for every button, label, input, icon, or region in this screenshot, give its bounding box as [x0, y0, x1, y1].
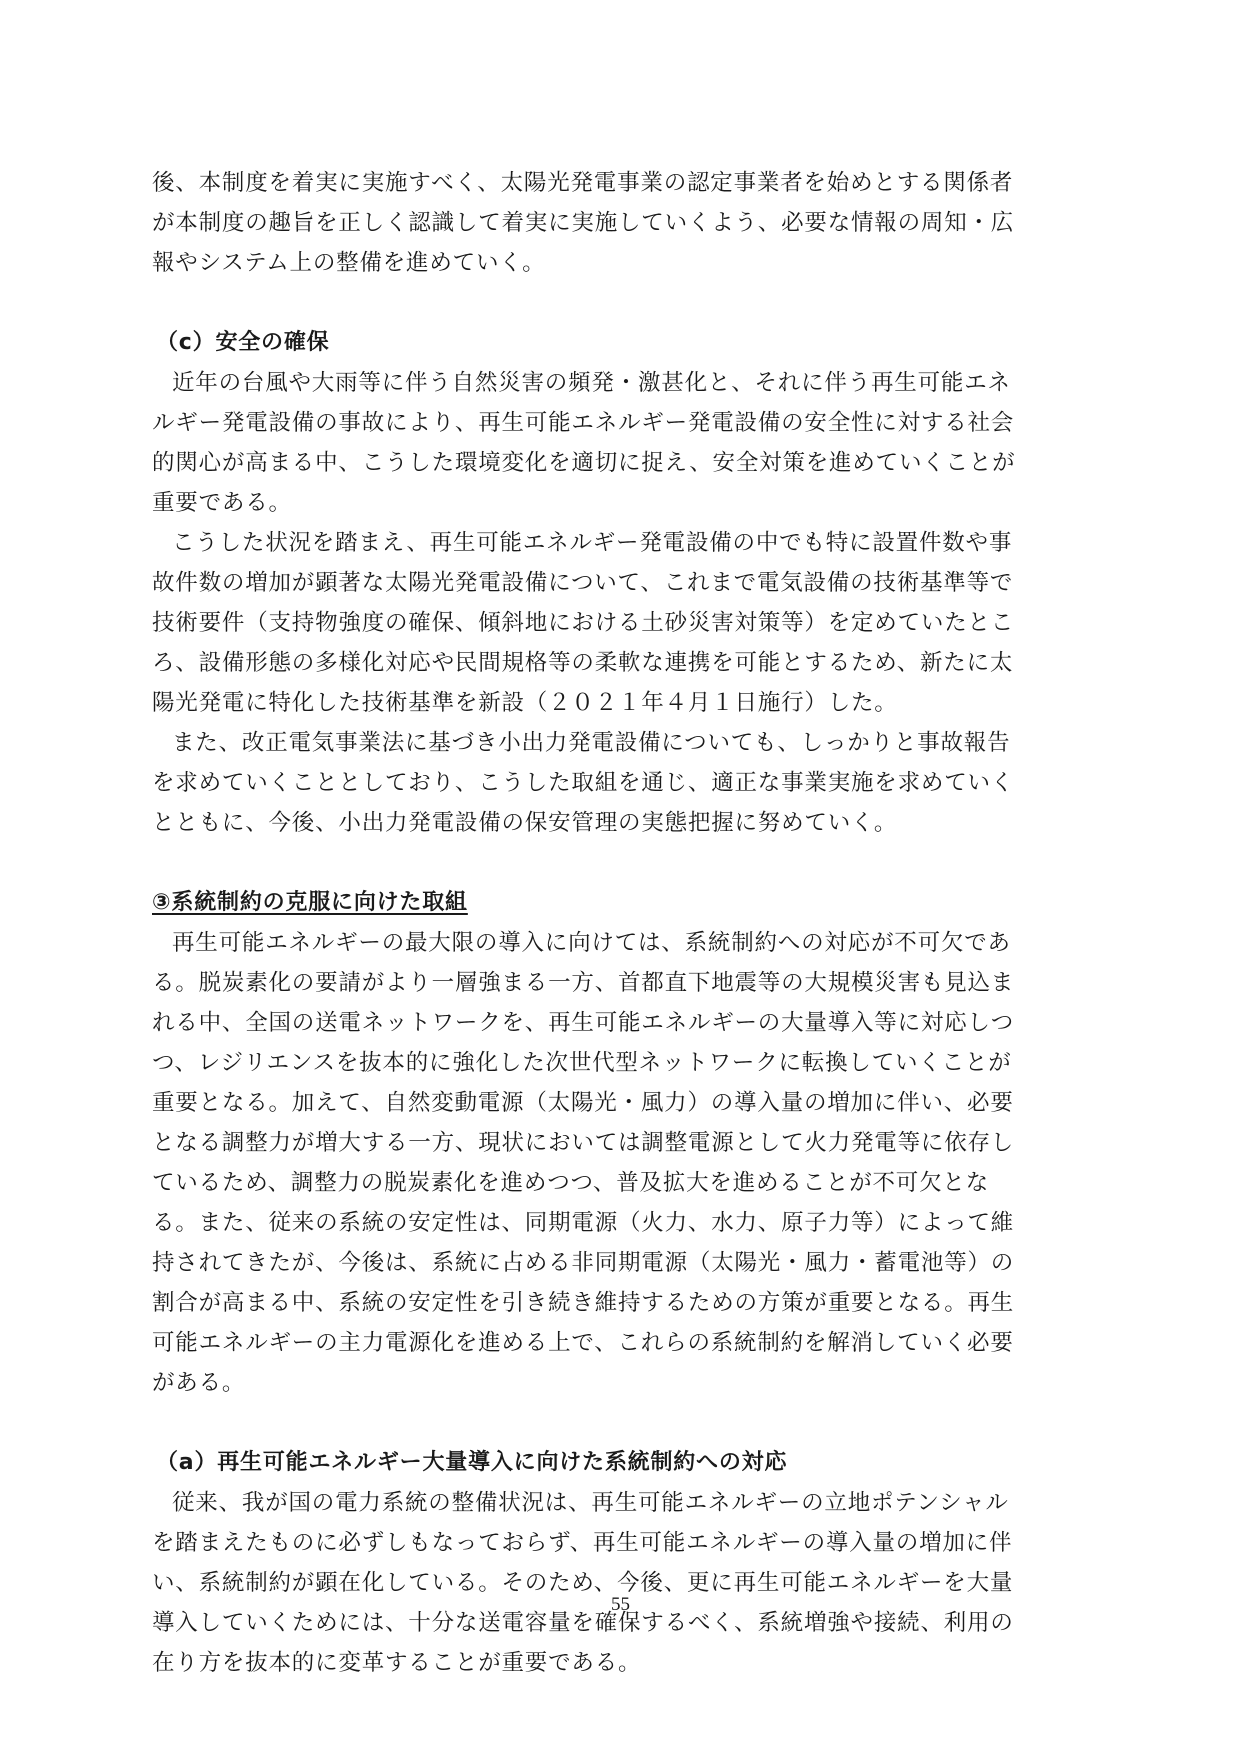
section-heading-text: ③系統制約の克服に向けた取組 — [152, 890, 468, 915]
section-heading-safety: （c）安全の確保 — [156, 330, 330, 355]
text-line: 後、本制度を着実に実施すべく、太陽光発電事業の認定事業者を始めとする関係者 — [152, 170, 1014, 196]
text-line: また、改正電気事業法に基づき小出力発電設備についても、しっかりと事故報告 — [172, 730, 1011, 756]
text-line: ているため、調整力の脱炭素化を進めつつ、普及拡大を進めることが不可欠とな — [152, 1170, 990, 1196]
text-line: を求めていくこととしており、こうした取組を通じ、適正な事業実施を求めていく — [152, 770, 1015, 796]
text-line: 可能エネルギーの主力電源化を進める上で、これらの系統制約を解消していく必要 — [152, 1330, 1014, 1356]
text-line: 故件数の増加が顕著な太陽光発電設備について、これまで電気設備の技術基準等で — [152, 570, 1014, 596]
text-line: 近年の台風や大雨等に伴う自然災害の頻発・激甚化と、それに伴う再生可能エネ — [172, 370, 1011, 396]
text-line: 陽光発電に特化した技術基準を新設（２０２１年４月１日施行）した。 — [152, 690, 898, 716]
section-a — [152, 1443, 1092, 1683]
text-line: 在り方を抜本的に変革することが重要である。 — [152, 1650, 642, 1676]
page-number: 55 — [611, 1594, 630, 1615]
text-line: る。脱炭素化の要請がより一層強まる一方、首都直下地震等の大規模災害も見込ま — [152, 970, 1015, 996]
text-line: がある。 — [152, 1370, 246, 1396]
text-line: れる中、全国の送電ネットワークを、再生可能エネルギーの大量導入等に対応しつ — [152, 1010, 1015, 1036]
section-heading-grid-constraints — [152, 883, 1092, 923]
section-c-paragraph-1 — [152, 363, 1092, 523]
text-line: 従来、我が国の電力系統の整備状況は、再生可能エネルギーの立地ポテンシャル — [172, 1490, 1009, 1516]
text-line: 報やシステム上の整備を進めていく。 — [152, 250, 546, 276]
text-line: を踏まえたものに必ずしもなっておらず、再生可能エネルギーの導入量の増加に伴 — [152, 1530, 1013, 1556]
text-line: 技術要件（支持物強度の確保、傾斜地における土砂災害対策等）を定めていたとこ — [152, 610, 1015, 636]
text-line: となる調整力が増大する一方、現状においては調整電源として火力発電等に依存し — [152, 1130, 1015, 1156]
section-a-paragraph-1 — [152, 1483, 1092, 1683]
paragraph-spacer — [152, 283, 1092, 323]
text-line: つ、レジリエンスを抜本的に強化した次世代型ネットワークに転換していくことが — [152, 1050, 1012, 1076]
section-c — [152, 323, 1092, 843]
text-line: とともに、今後、小出力発電設備の保安管理の実態把握に努めていく。 — [152, 810, 898, 836]
paragraph-spacer — [152, 1403, 1092, 1443]
text-line: 導入していくためには、十分な送電容量を確保するべく、系統増強や接続、利用の — [152, 1610, 1014, 1636]
text-line: 重要である。 — [152, 490, 292, 516]
page-body — [152, 163, 1092, 1683]
text-line: ろ、設備形態の多様化対応や民間規格等の柔軟な連携を可能とするため、新たに太 — [152, 650, 1014, 676]
text-line: ルギー発電設備の事故により、再生可能エネルギー発電設備の安全性に対する社会 — [152, 410, 1015, 436]
text-line: 的関心が高まる中、こうした環境変化を適切に捉え、安全対策を進めていくことが — [152, 450, 1016, 476]
section-c-paragraph-3 — [152, 723, 1092, 843]
text-line: 重要となる。加えて、自然変動電源（太陽光・風力）の導入量の増加に伴い、必要 — [152, 1090, 1014, 1116]
section-3 — [152, 883, 1092, 1403]
section-heading-mass-introduction: （a）再生可能エネルギー大量導入に向けた系統制約への対応 — [156, 1450, 788, 1475]
section-c-paragraph-2 — [152, 523, 1092, 723]
text-line: 再生可能エネルギーの最大限の導入に向けては、系統制約への対応が不可欠であ — [172, 930, 1011, 956]
text-line: い、系統制約が顕在化している。そのため、今後、更に再生可能エネルギーを大量 — [152, 1570, 1014, 1596]
text-line: が本制度の趣旨を正しく認識して着実に実施していくよう、必要な情報の周知・広 — [152, 210, 1015, 236]
text-line: る。また、従来の系統の安定性は、同期電源（火力、水力、原子力等）によって維 — [152, 1210, 1015, 1236]
paragraph-spacer — [152, 843, 1092, 883]
section-3-paragraph-1 — [152, 923, 1092, 1403]
text-line: 持されてきたが、今後は、系統に占める非同期電源（太陽光・風力・蓄電池等）の — [152, 1250, 1015, 1276]
text-line: 割合が高まる中、系統の安定性を引き続き維持するための方策が重要となる。再生 — [152, 1290, 1015, 1316]
text-line: こうした状況を踏まえ、再生可能エネルギー発電設備の中でも特に設置件数や事 — [172, 530, 1013, 556]
intro-paragraph — [152, 163, 1092, 283]
